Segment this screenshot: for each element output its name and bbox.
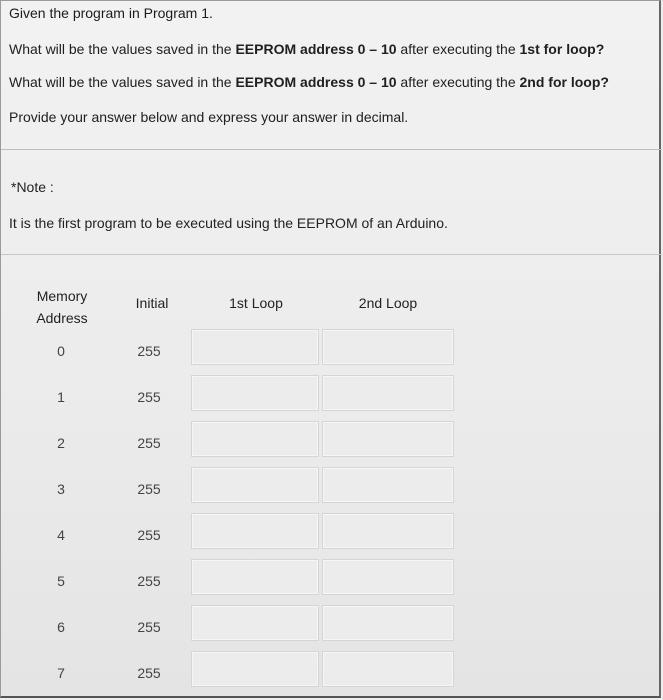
loop1-answer-input[interactable] xyxy=(191,421,319,457)
header-2nd-loop: 2nd Loop xyxy=(358,295,418,311)
question-1st-loop: What will be the values saved in the EEPROM address 0 – 10 after executing the 1st for loop? xyxy=(9,41,605,57)
loop2-answer-input[interactable] xyxy=(322,513,454,549)
instruction-text: Provide your answer below and express your answer in decimal. xyxy=(9,109,409,125)
initial-value-cell: 255 xyxy=(137,481,161,497)
initial-value-cell: 255 xyxy=(137,619,161,635)
question-2nd-loop: What will be the values saved in the EEPROM address 0 – 10 after executing the 2nd for loop? xyxy=(9,74,609,90)
loop2-answer-input[interactable] xyxy=(322,375,454,411)
initial-value-cell: 255 xyxy=(137,665,161,681)
loop1-answer-input[interactable] xyxy=(191,605,319,641)
header-initial: Initial xyxy=(135,295,169,311)
address-cell: 3 xyxy=(57,481,65,497)
note-label: *Note : xyxy=(11,179,54,195)
address-cell: 6 xyxy=(57,619,65,635)
address-cell: 5 xyxy=(57,573,65,589)
address-cell: 0 xyxy=(57,343,65,359)
question-title: Given the program in Program 1. xyxy=(9,5,213,21)
initial-value-cell: 255 xyxy=(137,343,161,359)
loop1-answer-input[interactable] xyxy=(191,375,319,411)
loop2-answer-input[interactable] xyxy=(322,651,454,687)
loop1-answer-input[interactable] xyxy=(191,467,319,503)
loop2-answer-input[interactable] xyxy=(322,605,454,641)
loop2-answer-input[interactable] xyxy=(322,467,454,503)
loop1-answer-input[interactable] xyxy=(191,513,319,549)
address-cell: 1 xyxy=(57,389,65,405)
address-cell: 2 xyxy=(57,435,65,451)
question-block xyxy=(1,1,662,150)
loop1-answer-input[interactable] xyxy=(191,651,319,687)
initial-value-cell: 255 xyxy=(137,389,161,405)
address-cell: 7 xyxy=(57,665,65,681)
address-cell: 4 xyxy=(57,527,65,543)
header-memory-address: Memory Address xyxy=(36,288,88,326)
initial-value-cell: 255 xyxy=(137,435,161,451)
loop2-answer-input[interactable] xyxy=(322,329,454,365)
initial-value-cell: 255 xyxy=(137,573,161,589)
note-text: It is the first program to be executed using the EEPROM of an Arduino. xyxy=(9,215,448,231)
loop2-answer-input[interactable] xyxy=(322,559,454,595)
initial-value-cell: 255 xyxy=(137,527,161,543)
loop1-answer-input[interactable] xyxy=(191,329,319,365)
loop1-answer-input[interactable] xyxy=(191,559,319,595)
loop2-answer-input[interactable] xyxy=(322,421,454,457)
divider xyxy=(1,254,662,255)
header-1st-loop: 1st Loop xyxy=(229,295,283,311)
